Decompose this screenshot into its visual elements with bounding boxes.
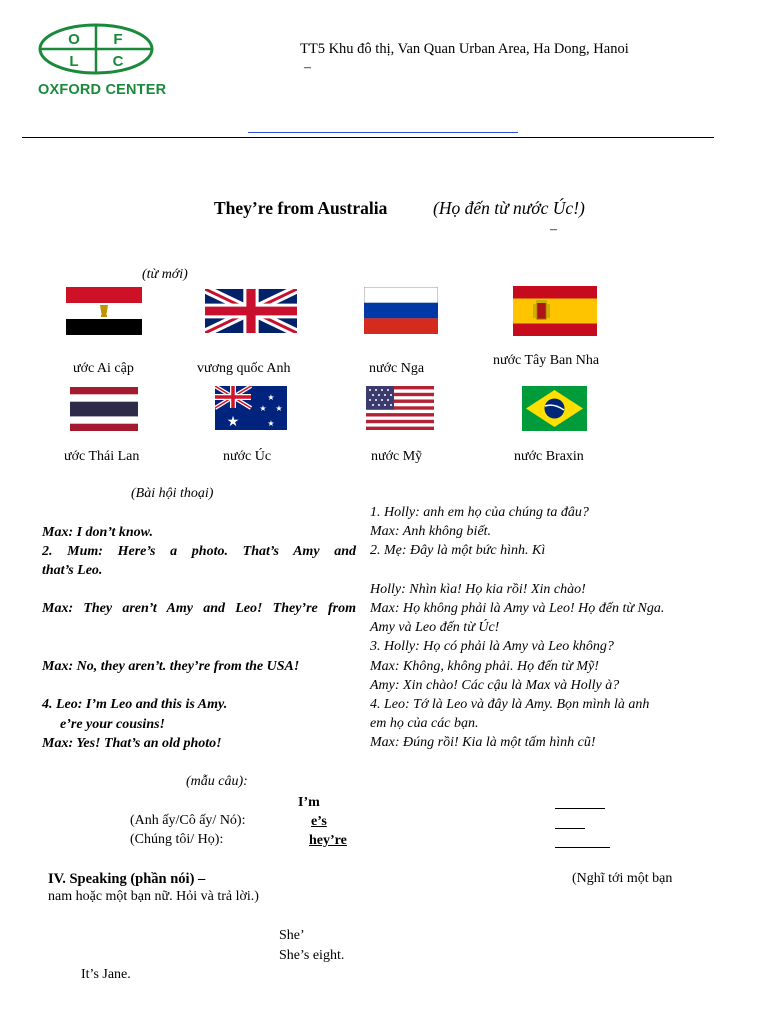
svg-text:C: C bbox=[112, 53, 124, 70]
logo-name: OXFORD CENTER bbox=[38, 82, 167, 98]
egypt-flag-icon bbox=[66, 287, 142, 335]
svg-text:★: ★ bbox=[267, 419, 275, 428]
speaking-note: (Nghĩ tới một bạn bbox=[572, 871, 673, 886]
svg-text:L: L bbox=[69, 53, 79, 70]
dialogue-en-line: Max: They aren’t Amy and Leo! They’re from bbox=[42, 601, 356, 616]
flag-label-uk: vương quốc Anh bbox=[197, 361, 291, 376]
grammar-form: I’m bbox=[298, 795, 320, 810]
spain-flag-icon bbox=[513, 286, 597, 336]
dialogue-vn-line: Max: Đúng rồi! Kia là một tấm hình cũ! bbox=[370, 735, 596, 750]
link-underline[interactable] bbox=[248, 132, 518, 133]
dialogue-vn-line: Amy và Leo đến từ Úc! bbox=[370, 620, 500, 635]
australia-flag-icon bbox=[215, 386, 287, 430]
dialogue-vn-line: em họ của các bạn. bbox=[370, 716, 479, 731]
usa-flag-icon bbox=[366, 386, 434, 430]
page-title-vietnamese: (Họ đến từ nước Úc!) bbox=[433, 198, 585, 218]
blank-line bbox=[555, 808, 605, 809]
svg-text:O: O bbox=[68, 31, 80, 48]
grammar-heading: (mẫu câu): bbox=[186, 774, 248, 789]
grammar-form: hey’re bbox=[309, 833, 347, 848]
dialogue-vn-line: 1. Holly: anh em họ của chúng ta đâu? bbox=[370, 505, 589, 520]
page-title: They’re from Australia bbox=[214, 198, 388, 218]
dialogue-vn-line: Max: Anh không biết. bbox=[370, 524, 492, 539]
uk-flag-icon bbox=[205, 289, 297, 333]
speaking-line: She’ bbox=[279, 928, 305, 943]
svg-text:★: ★ bbox=[226, 414, 240, 430]
blank-line bbox=[555, 847, 610, 848]
speaking-note-cont: nam hoặc một bạn nữ. Hỏi và trả lời.) bbox=[48, 889, 259, 904]
speaking-title: IV. Speaking (phần nói) – bbox=[48, 871, 206, 887]
flag-label-thailand: ước Thái Lan bbox=[64, 449, 140, 464]
svg-text:F: F bbox=[113, 31, 123, 48]
blank-line bbox=[555, 828, 585, 829]
vocab-heading: (từ mới) bbox=[142, 267, 188, 282]
address-dash: – bbox=[304, 60, 311, 75]
svg-text:★: ★ bbox=[267, 393, 275, 402]
speaking-line: She’s eight. bbox=[279, 948, 345, 963]
address: TT5 Khu đô thị, Van Quan Urban Area, Ha Dong, Hanoi bbox=[300, 41, 629, 57]
dialogue-en-line: 4. Leo: I’m Leo and this is Amy. bbox=[42, 697, 228, 712]
dialogue-en-line: Max: Yes! That’s an old photo! bbox=[42, 736, 222, 751]
dialogue-en-line: Max: No, they aren’t. they’re from the USA! bbox=[42, 659, 300, 674]
thailand-flag-icon bbox=[70, 387, 138, 431]
dialogue-en-line: 2. Mum: Here’s a photo. That’s Amy and bbox=[42, 544, 356, 559]
grammar-form: e’s bbox=[311, 814, 327, 829]
grammar-subject: (Anh ấy/Cô ấy/ Nó): bbox=[130, 813, 246, 828]
dialogue-vn-line: 4. Leo: Tớ là Leo và đây là Amy. Bọn mình là anh bbox=[370, 697, 650, 712]
dialogue-heading: (Bài hội thoại) bbox=[131, 486, 214, 501]
dialogue-vn-line: Amy: Xin chào! Các cậu là Max và Holly à? bbox=[370, 678, 620, 693]
speaking-line: It’s Jane. bbox=[81, 967, 131, 982]
brazil-flag-icon bbox=[522, 386, 587, 431]
flag-label-russia: nước Nga bbox=[369, 361, 425, 376]
header-divider bbox=[22, 137, 714, 138]
flag-label-spain: nước Tây Ban Nha bbox=[493, 353, 600, 368]
flag-label-egypt: ước Ai cập bbox=[73, 361, 134, 376]
dialogue-en-line: Max: I don’t know. bbox=[42, 525, 153, 540]
dialogue-vn-line: 3. Holly: Họ có phải là Amy và Leo không? bbox=[370, 639, 614, 654]
dialogue-vn-line: Max: Họ không phải là Amy và Leo! Họ đến từ Nga. bbox=[370, 601, 665, 616]
dialogue-en-line: e’re your cousins! bbox=[60, 717, 166, 732]
dialogue-vn-line: 2. Mẹ: Đây là một bức hình. Kì bbox=[370, 543, 546, 558]
flag-label-usa: nước Mỹ bbox=[371, 449, 423, 464]
svg-text:★: ★ bbox=[259, 404, 267, 413]
flag-label-brazil: nước Braxin bbox=[514, 449, 584, 464]
russia-flag-icon bbox=[364, 287, 438, 334]
dialogue-vn-line: Max: Không, không phải. Họ đến từ Mỹ! bbox=[370, 659, 599, 674]
dialogue-en-line: that’s Leo. bbox=[42, 563, 103, 578]
flag-label-australia: nước Úc bbox=[223, 449, 272, 464]
grammar-subject: (Chúng tôi/ Họ): bbox=[130, 832, 224, 847]
svg-text:★: ★ bbox=[275, 404, 283, 413]
title-dash: – bbox=[550, 222, 557, 237]
dialogue-vn-line: Holly: Nhìn kìa! Họ kia rồi! Xin chào! bbox=[370, 582, 586, 597]
